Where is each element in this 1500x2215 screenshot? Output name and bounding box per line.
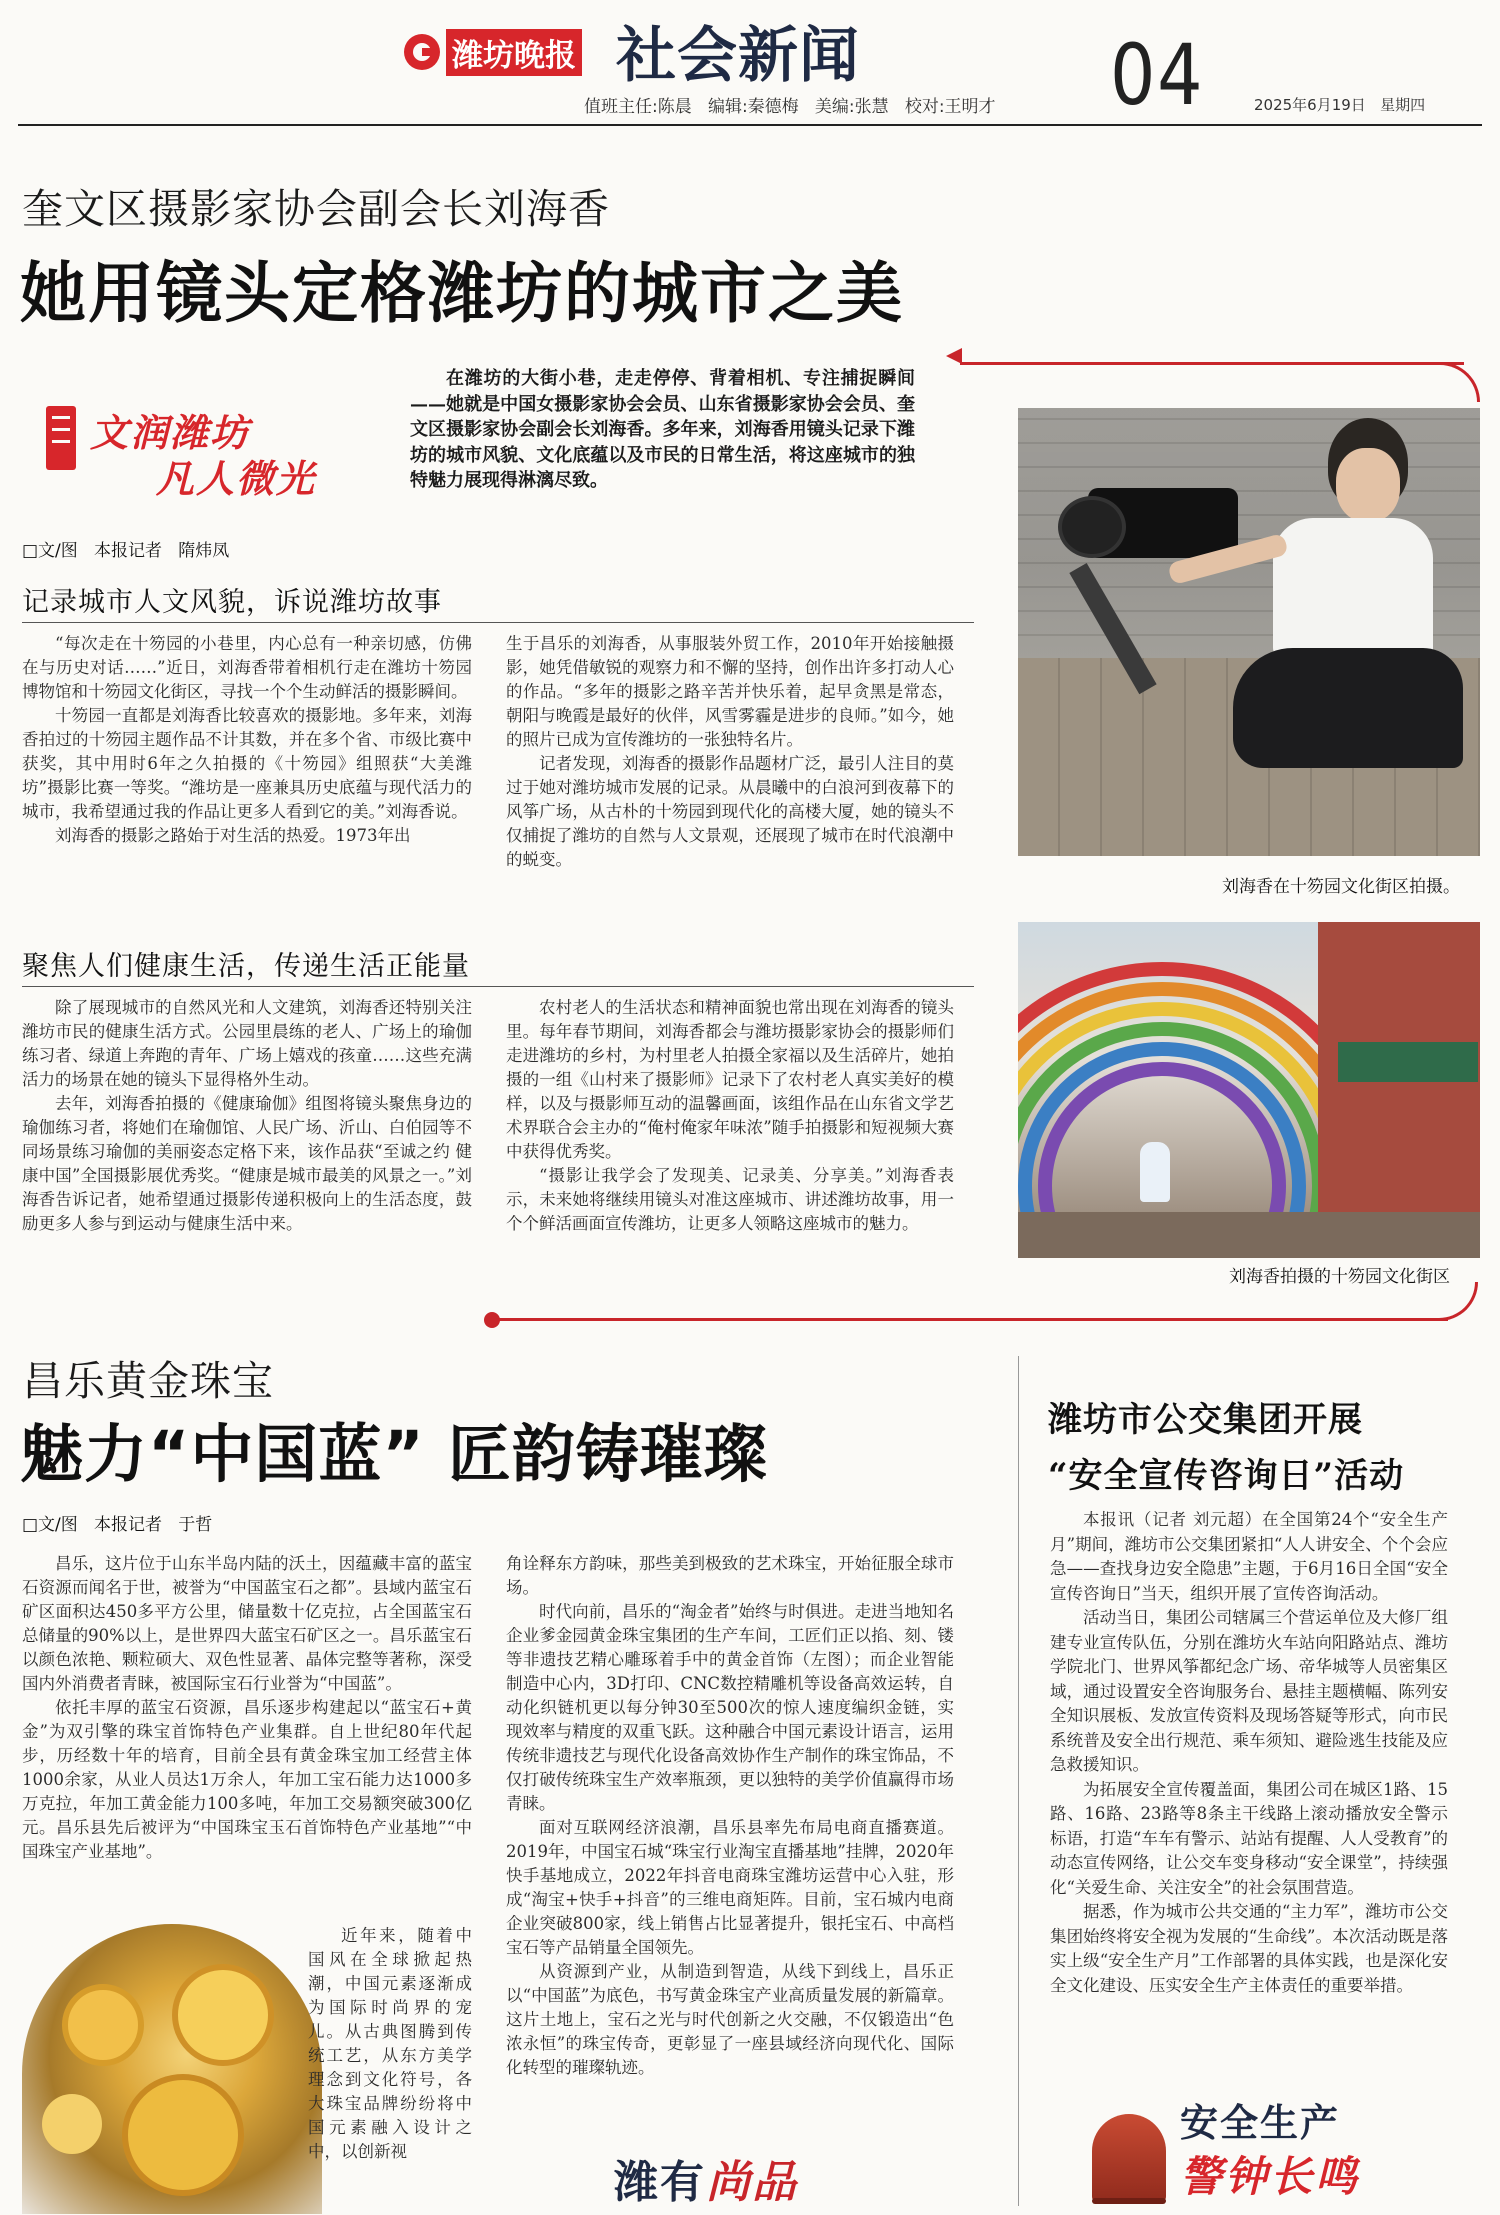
subhead-2-rule [22, 986, 974, 987]
subhead-1: 记录城市人文风貌，诉说潍坊故事 [22, 587, 442, 618]
paper-name: 潍坊晚报 [446, 29, 582, 76]
safety-logo [1092, 2088, 1452, 2212]
article1-byline: □文/图 本报记者 隋炜凤 [22, 541, 230, 561]
para: 刘海香的摄影之路始于对生活的热爱。1973年出 [55, 826, 411, 845]
para: 为拓展安全宣传覆盖面，集团公司在城区1路、15路、16路、23路等8条主干线路上滚动播放安全警示标语，打造“车车有警示、站站有提醒、人人受教育”的动态宣传网络，让公交车变身移动“安全课堂”，持续强化“关爱生命、关注安全”的社会氛围营造。 [1050, 1779, 1448, 1897]
caption-photo1: 刘海香在十笏园文化街区拍摄。 [1222, 877, 1460, 897]
article2-kicker: 昌乐黄金珠宝 [22, 1357, 274, 1405]
subhead-2: 聚焦人们健康生活，传递生活正能量 [22, 951, 470, 982]
para: “摄影让我学会了发现美、记录美、分享美。”刘海香表示，未来她将继续用镜头对准这座城市、讲述潍坊故事，用一个个鲜活画面宣传潍坊，让更多人领略这座城市的魅力。 [506, 1166, 954, 1233]
section-title: 社会新闻 [616, 21, 860, 91]
red-rule-curve [1440, 362, 1480, 402]
page-number: 04 [1110, 26, 1205, 124]
photo-shihuyuan-street [1018, 922, 1480, 1258]
para: 除了展现城市的自然风光和人文建筑，刘海香还特别关注潍坊市民的健康生活方式。公园里晨练的老人、广场上的瑜伽练习者、绿道上奔跑的青年、广场上嬉戏的孩童……这些充满活力的场景在她的镜头下显得格外生动。 [22, 998, 472, 1089]
book-icon [46, 406, 76, 470]
article3-headline-line2: “安全宣传咨询日”活动 [1048, 1456, 1405, 1496]
safety-logo-line1: 安全生产 [1180, 2101, 1341, 2145]
para: 依托丰厚的蓝宝石资源，昌乐逐步构建起以“蓝宝石+黄金”为双引擎的珠宝首饰特色产业集群。自上世纪80年代起步，历经数十年的培育，目前全县有黄金珠宝加工经营主体1000余家，从业人员达1万余人，年加工宝石能力达1000多万克拉，年加工黄金能力100多吨，年加工交易额突破300亿元。昌乐县先后被评为“中国珠宝玉石首饰特色产业基地”“中国珠宝产业基地”。 [22, 1698, 472, 1861]
a1-sub2-col1 [22, 996, 472, 1236]
article1-headline: 她用镜头定格潍坊的城市之美 [20, 255, 904, 332]
para: 面对互联网经济浪潮，昌乐县率先布局电商直播赛道。2019年，中国宝石城“珠宝行业淘宝直播基地”挂牌，2020年快手基地成立，2022年抖音电商珠宝潍坊运营中心入驻，形成“淘宝+快手+抖音”的三维电商矩阵。目前，宝石城内电商企业突破800家，线上销售占比显著提升，银托宝石、中高档宝石等产品销量全国领先。 [506, 1818, 954, 1957]
para: 从资源到产业，从制造到智造，从线下到线上，昌乐正以“中国蓝”为底色，书写黄金珠宝产业高质量发展的新篇章。这片土地上，宝石之光与时代创新之火交融，不仅锻造出“色浓永恒”的珠宝传奇，更彰显了一座县域经济向现代化、国际化转型的璀璨轨迹。 [506, 1962, 954, 2077]
footer-slogan [614, 2146, 798, 2210]
para: “每次走在十笏园的小巷里，内心总有一种亲切感，仿佛在与历史对话……”近日，刘海香带着相机行走在潍坊十笏园博物馆和十笏园文化街区，寻找一个个生动鲜活的摄影瞬间。 [22, 634, 472, 701]
caption-photo2: 刘海香拍摄的十笏园文化街区 [1229, 1267, 1450, 1287]
editor-credits: 值班主任:陈晨 编辑:秦德梅 美编:张慧 校对:王明才 [584, 97, 996, 117]
para: 十笏园一直都是刘海香比较喜欢的摄影地。多年来，刘海香拍过的十笏园主题作品不计其数，并在多个省、市级比赛中获奖，其中用时6年之久拍摄的《十笏园》组照获“大美潍坊”摄影比赛一等奖。“潍坊是一座兼具历史底蕴与现代活力的城市，我希望通过我的作品让更多人看到它的美。”刘海香说。 [22, 706, 472, 821]
a2-col2 [506, 1552, 954, 2080]
para: 时代向前，昌乐的“淘金者”始终与时俱进。走进当地知名企业爹金园黄金珠宝集团的生产车间，工匠们正以掐、刻、镂等非遗技艺精心雕琢着手中的黄金首饰（左图）；而企业智能制造中心内，3D打印、CNC数控精雕机等设备高效运转，自动化织链机更以每分钟30至500次的惊人速度编织金链，实现效率与精度的双重飞跃。这种融合中国元素设计语言，运用传统非遗技艺与现代化设备高效协作生产制作的珠宝饰品，不仅打破传统珠宝生产效率瓶颈，更以独特的美学价值赢得市场青睐。 [506, 1602, 954, 1813]
article1-lead [410, 366, 915, 494]
red-rule-top [960, 362, 1464, 365]
column-logo [46, 400, 346, 500]
para: 角诠释东方韵味，那些美到极致的艺术珠宝，开始征服全球市场。 [506, 1554, 954, 1597]
lead-text: 在潍坊的大街小巷，走走停停、背着相机、专注捕捉瞬间——她就是中国女摄影家协会会员、山东省摄影家协会会员、奎文区摄影家协会副会长刘海香。多年来，刘海香用镜头记录下潍坊的城市风貌、文化底蕴以及市民的日常生活，将这座城市的独特魅力展现得淋漓尽致。 [410, 368, 915, 491]
a3-body [1050, 1508, 1448, 1998]
para: 生于昌乐的刘海香，从事服装外贸工作，2010年开始接触摄影，她凭借敏锐的观察力和不懈的坚持，创作出许多打动人心的作品。“多年的摄影之路辛苦并快乐着，起早贪黑是常态，朝阳与晚霞是最好的伙伴，风雪雾霾是进步的良师。”如今，她的照片已成为宣传潍坊的一张独特名片。 [506, 634, 954, 749]
article3-divider [1018, 1356, 1019, 2206]
a2-col1-bottom [308, 1924, 472, 2164]
subhead-1-rule [22, 622, 974, 623]
para: 近年来，随着中国风在全球掀起热潮，中国元素逐渐成为国际时尚界的宠儿。从古典图腾到传统工艺，从东方美学理念到文化符号，各大珠宝品牌纷纷将中国元素融入设计之中，以创新视 [308, 1926, 472, 2161]
a1-sub2-col2 [506, 996, 954, 1236]
article3-headline-line1: 潍坊市公交集团开展 [1048, 1400, 1363, 1440]
footer-slogan-a: 潍有 [614, 2157, 706, 2208]
footer-slogan-b: 尚品 [706, 2157, 798, 2208]
para: 记者发现，刘海香的摄影作品题材广泛，最引人注目的莫过于她对潍坊城市发展的记录。从晨曦中的白浪河到夜幕下的风筝广场，从古朴的十笏园到现代化的高楼大厦，她的镜头不仅捕捉了潍坊的自然与人文景观，还展现了城市在时代浪潮中的蜕变。 [506, 754, 954, 869]
paper-logo-icon [404, 34, 440, 70]
article3-headline [1048, 1392, 1468, 1504]
article2-byline: □文/图 本报记者 于哲 [22, 1515, 213, 1535]
masthead-rule [18, 124, 1482, 126]
para: 去年，刘海香拍摄的《健康瑜伽》组图将镜头聚焦身边的瑜伽练习者，将她们在瑜伽馆、人民广场、沂山、白伯园等不同场景练习瑜伽的美丽姿态定格下来，该作品获“至诚之约 健康中国”全国摄影展优秀奖。“健康是城市最美的风景之一。”刘海香告诉记者，她希望通过摄影传递积极向上的生活态度，鼓励更多人参与到运动与健康生活中来。 [22, 1094, 472, 1233]
masthead [0, 0, 1500, 130]
safety-logo-line2: 警钟长鸣 [1180, 2152, 1361, 2201]
a1-sub1-col2 [506, 632, 954, 872]
red-rule-bottom [498, 1318, 1448, 1321]
red-rule-bottom-curve [1438, 1282, 1478, 1321]
paper-logo [404, 30, 582, 74]
para: 本报讯（记者 刘元超）在全国第24个“安全生产月”期间，潍坊市公交集团紧扣“人人讲安全、个个会应急——查找身边安全隐患”主题，于6月16日全国“安全宣传咨询日”当天，组织开展了宣传咨询活动。 [1050, 1510, 1448, 1603]
article2-headline: 魅力“中国蓝” 匠韵铸璀璨 [20, 1418, 768, 1491]
photo-photographer [1018, 408, 1480, 856]
para: 农村老人的生活状态和精神面貌也常出现在刘海香的镜头里。每年春节期间，刘海香都会与潍坊摄影家协会的摄影师们走进潍坊的乡村，为村里老人拍摄全家福以及生活碎片，她拍摄的一组《山村来了摄影师》记录下了农村老人真实美好的模样，以及与摄影师互动的温馨画面，该组作品在山东省文学艺术界联合会主办的“俺村俺家年味浓”随手拍摄影和短视频大赛中获得优秀奖。 [506, 998, 954, 1161]
para: 昌乐，这片位于山东半岛内陆的沃土，因蕴藏丰富的蓝宝石资源而闻名于世，被誉为“中国蓝宝石之都”。县域内蓝宝石矿区面积达450多平方公里，储量数十亿克拉，占全国蓝宝石总储量的90%以上，是世界四大蓝宝石矿区之一。昌乐蓝宝石以颜色浓艳、颗粒硕大、双色性显著、晶体完整等著称，深受国内外消费者青睐，被国际宝石行业誉为“中国蓝”。 [22, 1554, 472, 1693]
column-logo-line2: 凡人微光 [156, 457, 317, 501]
issue-date: 2025年6月19日 星期四 [1254, 96, 1426, 114]
article1-kicker: 奎文区摄影家协会副会长刘海香 [22, 185, 610, 233]
photo-gold-jewelry [22, 1924, 322, 2214]
a1-sub1-col1 [22, 632, 472, 848]
para: 活动当日，集团公司辖属三个营运单位及大修厂组建专业宣传队伍，分别在潍坊火车站向阳路站点、潍坊学院北门、世界风筝都纪念广场、帝华城等人员密集区域，通过设置安全咨询服务台、悬挂主题横幅、陈列安全知识展板、发放宣传资料及现场答疑等形式，向市民系统普及安全出行规范、乘车须知、避险逃生技能及应急救援知识。 [1050, 1608, 1448, 1774]
a2-col1 [22, 1552, 472, 1864]
bell-icon [1092, 2114, 1166, 2204]
column-logo-line1: 文润潍坊 [90, 411, 251, 455]
para: 据悉，作为城市公共交通的“主力军”，潍坊市公交集团始终将安全视为发展的“生命线”。本次活动既是落实上级“安全生产月”工作部署的具体实践，也是深化安全文化建设、压实安全生产主体责任的重要举措。 [1050, 1902, 1448, 1995]
